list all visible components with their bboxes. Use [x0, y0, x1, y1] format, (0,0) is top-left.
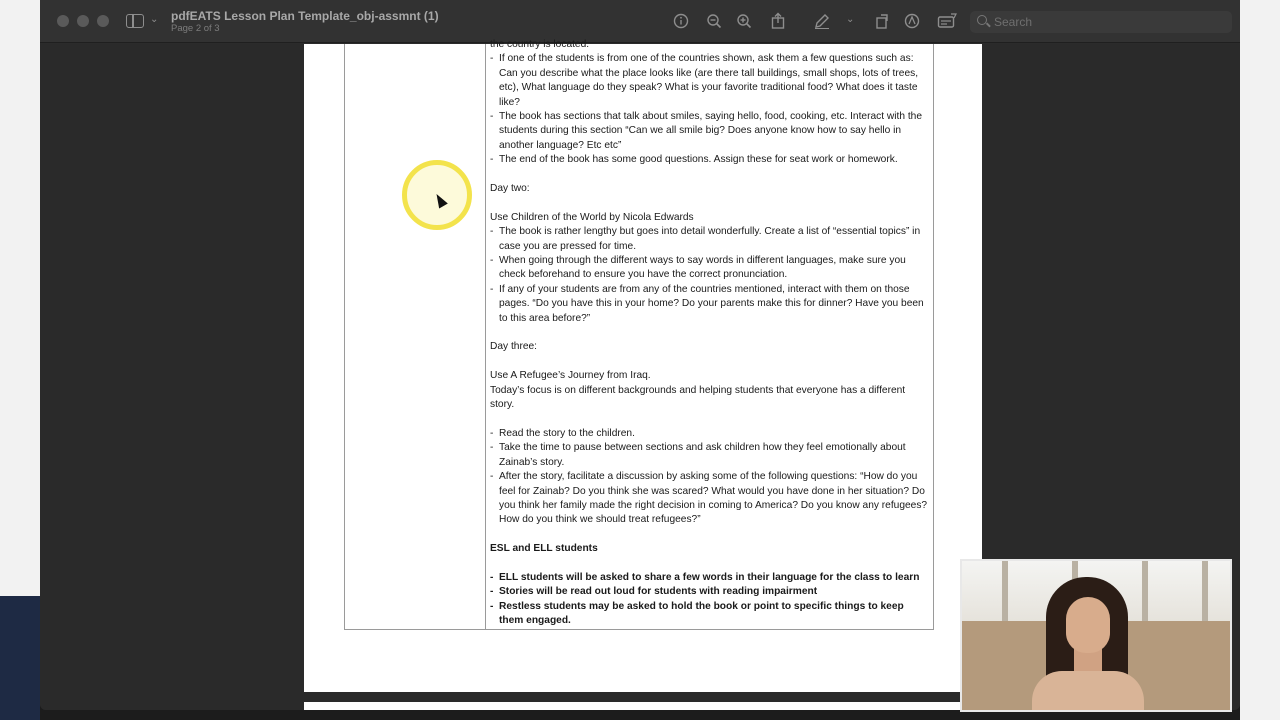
rotate-icon[interactable] [874, 13, 890, 29]
zoom-in-icon[interactable] [736, 13, 752, 29]
lesson-table [344, 39, 934, 630]
toolbox-icon[interactable] [937, 13, 957, 29]
pdf-page [304, 39, 982, 692]
webcam-window-frame [1002, 561, 1008, 621]
window-controls [57, 15, 109, 27]
pdf-next-page [304, 702, 982, 710]
table-column-divider [485, 44, 486, 629]
paragraph: Day two: [490, 183, 530, 195]
bullet-item: - If one of the students is from one of the countries shown, ask them a few questions such as: Can you describe what the place looks like (are there tall buildings, small shops, lots of trees, etc), What language do they speak? What is your favorite traditional food? What does it taste like? [490, 52, 930, 110]
bullet-item: - When going through the different ways to say words in different languages, make sure you check beforehand to ensure you have the correct pronunciation. [490, 254, 930, 283]
bullet-item: - Restless students may be asked to hold the book or point to specific things to keep them engaged. [490, 600, 930, 629]
markup-pen-icon[interactable] [814, 13, 830, 29]
minimize-button[interactable] [77, 15, 89, 27]
webcam-window-frame [1142, 561, 1148, 621]
bullet-item: - The end of the book has some good questions. Assign these for seat work or homework. [490, 153, 930, 167]
blank-line [490, 168, 930, 182]
bullet-item: - Take the time to pause between sections and ask children how they feel emotionally about Zainab’s story. [490, 441, 930, 470]
paragraph: Day three: [490, 341, 537, 353]
page-indicator: Page 2 of 3 [171, 23, 220, 34]
annotate-icon[interactable] [904, 13, 920, 29]
chevron-down-icon[interactable]: ⌄ [150, 14, 159, 25]
desktop-wallpaper [0, 596, 40, 720]
close-button[interactable] [57, 15, 69, 27]
webcam-window-frame [1202, 561, 1208, 621]
blank-line [490, 196, 930, 210]
blank-line [490, 326, 930, 340]
blank-line [490, 413, 930, 427]
presenter-body [1032, 671, 1144, 712]
lesson-procedure-cell [490, 38, 930, 629]
zoom-out-icon[interactable] [706, 13, 722, 29]
paragraph: Today’s focus is on different backgrounds and helping students that everyone has a different story. [490, 384, 906, 411]
paragraph: Use A Refugee’s Journey from Iraq. [490, 370, 651, 382]
share-icon[interactable] [770, 12, 786, 30]
zoom-button[interactable] [97, 15, 109, 27]
blank-line [490, 528, 930, 542]
webcam-overlay [960, 559, 1232, 712]
bullet-item: - The book is rather lengthy but goes into detail wonderfully. Create a list of “essential topics” in case you are pressed for time. [490, 225, 930, 254]
paragraph: Use Children of the World by Nicola Edwards [490, 211, 694, 223]
chevron-down-icon[interactable]: ⌄ [846, 14, 855, 25]
info-icon[interactable] [673, 13, 689, 29]
bullet-item: - Stories will be read out loud for students with reading impairment [490, 585, 930, 599]
search-input[interactable] [994, 14, 1224, 30]
titlebar [40, 0, 1240, 43]
bullet-item: - ELL students will be asked to share a few words in their language for the class to learn [490, 571, 930, 585]
bullet-item: - Read the story to the children. [490, 427, 930, 441]
paragraph: the country is located. [490, 39, 590, 50]
presenter-face [1066, 597, 1110, 653]
search-icon [977, 15, 987, 25]
paragraph: ESL and ELL students [490, 543, 598, 555]
bullet-item: - After the story, facilitate a discussion by asking some of the following questions: “How do you feel for Zainab? Do you think she was scared? What would you have done in her situation? Do you think her family made the right decision in coming to America? Do you know any refugees? How do you think we should treat refugees?” [490, 470, 930, 528]
blank-line [490, 557, 930, 571]
bullet-item: - If any of your students are from any of the countries mentioned, interact with them on those pages. “Do you have this in your home? Do your parents make this for dinner? Have you been to this area before?” [490, 283, 930, 326]
blank-line [490, 355, 930, 369]
sidebar-toggle-icon[interactable] [126, 14, 144, 28]
search-box[interactable] [970, 11, 1232, 33]
desktop-right-edge [1240, 0, 1280, 720]
bullet-item: - The book has sections that talk about smiles, saying hello, food, cooking, etc. Interact with the students during this section “Can we all smile big? Does anyone know how to say hello in another language? Etc etc” [490, 110, 930, 153]
document-title: pdfEATS Lesson Plan Template_obj-assmnt (1) [171, 9, 439, 23]
